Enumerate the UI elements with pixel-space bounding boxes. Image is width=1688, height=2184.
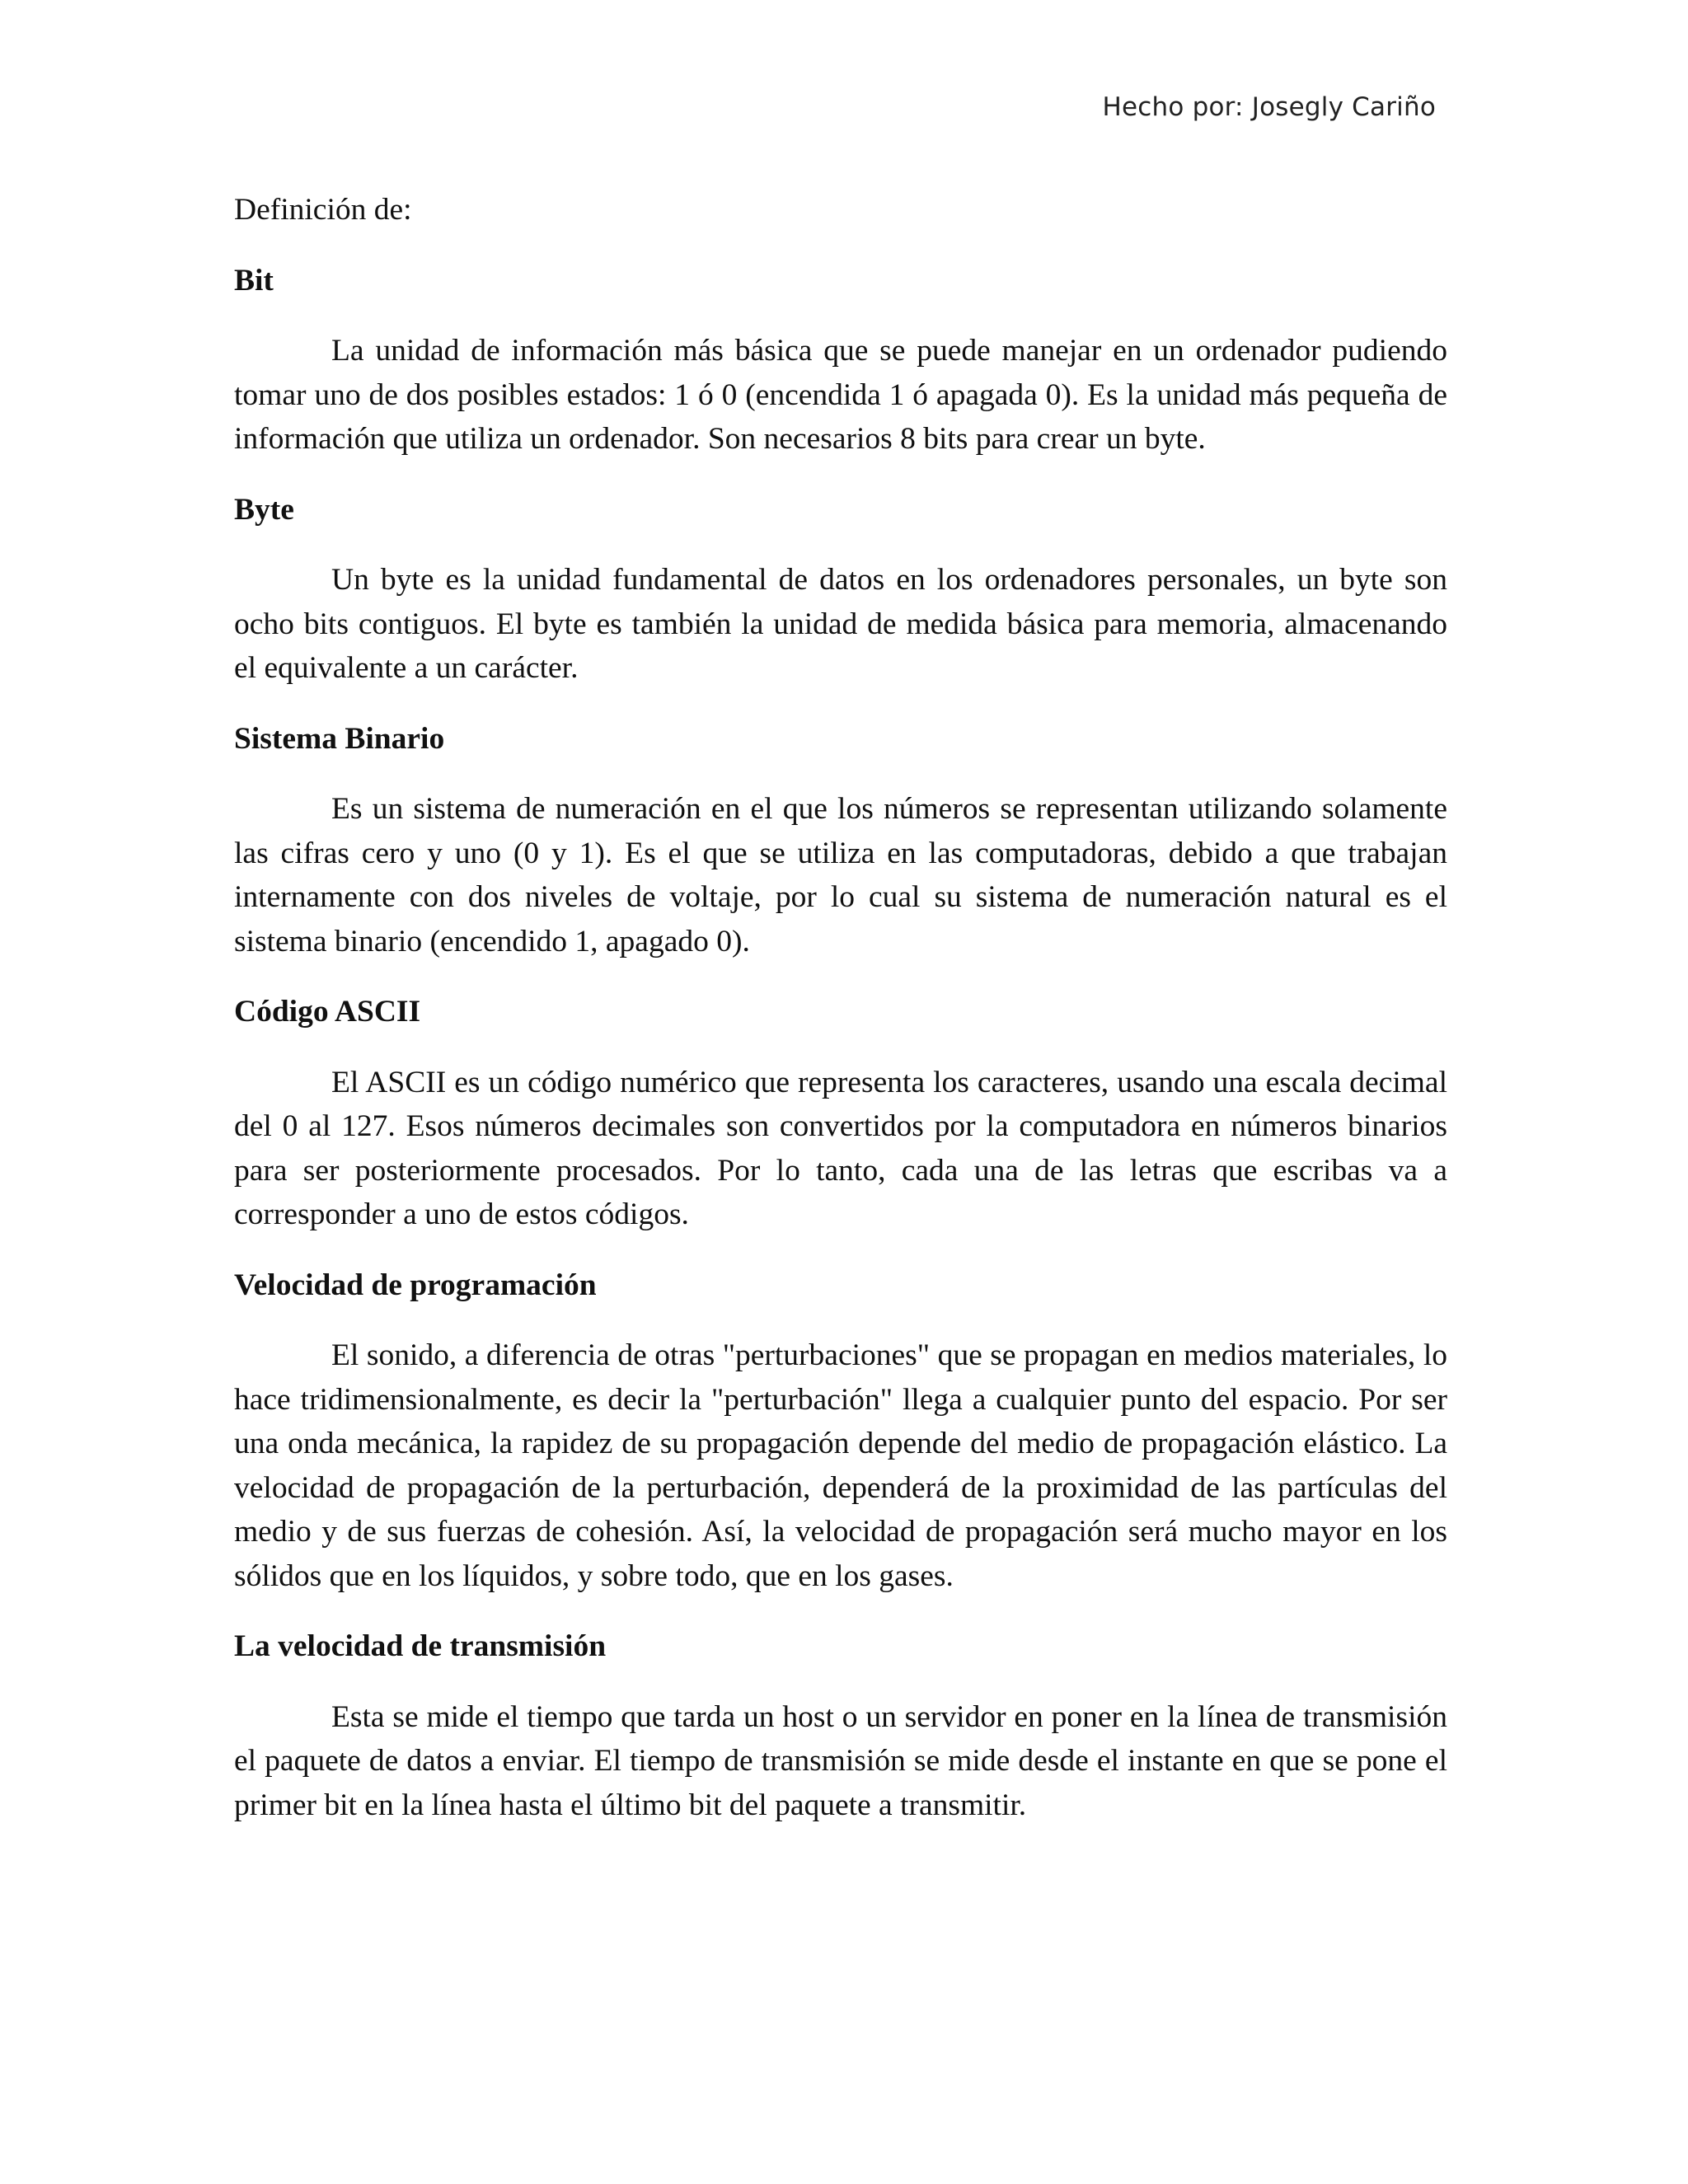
term-heading: La velocidad de transmisión [234,1629,607,1663]
intro-heading: Definición de: [234,193,412,227]
term-heading: Sistema Binario [234,721,445,756]
section-velocidad-programacion [234,1263,1447,1599]
term-heading: Código ASCII [234,995,421,1029]
definition-paragraph: Es un sistema de numeración en el que los números se representan utilizando solamente las cifras cero y uno (0 y 1). Es el que se utiliza en las computadoras, debido a que trabajan internamente con dos niveles de voltaje, por lo cual su sistema de numeración natural es el sistema binario (encendido 1, apagado 0). [234,792,1447,958]
section-bit [234,259,1447,462]
definition-paragraph: El ASCII es un código numérico que representa los caracteres, usando una escala decimal del 0 al 127. Esos números decimales son convertidos por la computadora en números binarios para ser posteriormente procesados. Por lo tanto, cada una de las letras que escribas va a corresponder a uno de estos códigos. [234,1065,1447,1231]
definition-paragraph: La unidad de información más básica que se puede manejar en un ordenador pudiendo tomar uno de dos posibles estados: 1 ó 0 (encendida 1 ó apagada 0). Es la unidad más pequeña de información que utiliza un ordenador. Son necesarios 8 bits para crear un byte. [234,334,1447,456]
term-heading: Velocidad de programación [234,1268,597,1302]
definition-paragraph: Un byte es la unidad fundamental de datos en los ordenadores personales, un byte son ocho bits contiguos. El byte es también la unidad de medida básica para memoria, almacenando el equivalente a un carácter. [234,563,1447,685]
definition-paragraph: Esta se mide el tiempo que tarda un host o un servidor en poner en la línea de transmisión el paquete de datos a enviar. El tiempo de transmisión se mide desde el instante en que se pone el primer bit en la línea hasta el último bit del paquete a transmitir. [234,1699,1447,1822]
document-body [234,188,1447,1854]
section-velocidad-transmision [234,1624,1447,1827]
page-header-author: Hecho por: Josegly Cariño [1102,92,1436,122]
section-codigo-ascii [234,990,1447,1237]
section-byte [234,488,1447,691]
term-heading: Byte [234,492,294,527]
definition-paragraph: El sonido, a diferencia de otras "perturbaciones" que se propagan en medios materiales, lo hace tridimensionalmente, es decir la "perturbación" llega a cualquier punto del espacio. Por ser una onda mecánica, la rapidez de su propagación depende del medio de propagación elástico. La velocidad de propagación de la perturbación, dependerá de la proximidad de las partículas del medio y de sus fuerzas de cohesión. Así, la velocidad de propagación será mucho mayor en los sólidos que en los líquidos, y sobre todo, que en los gases. [234,1338,1447,1593]
term-heading: Bit [234,263,274,298]
section-sistema-binario [234,717,1447,964]
